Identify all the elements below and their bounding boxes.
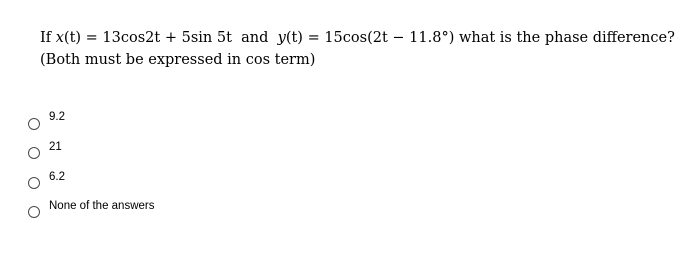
radio-button[interactable]	[28, 206, 40, 218]
radio-button[interactable]	[28, 177, 40, 189]
answer-option[interactable]	[28, 110, 328, 140]
and-word: and	[231, 30, 278, 46]
radio-button[interactable]	[28, 118, 40, 130]
x-variable: x	[55, 30, 64, 46]
x-expression: = 13cos2t + 5sin 5t	[81, 30, 232, 46]
answer-label: None of the answers	[49, 200, 155, 212]
answer-option[interactable]	[28, 170, 328, 200]
question-line-1	[40, 27, 675, 49]
answer-option[interactable]	[28, 199, 328, 229]
question-line-2: (Both must be expressed in cos term)	[40, 52, 316, 68]
y-argument: (t)	[285, 30, 303, 46]
y-variable: y	[277, 30, 286, 46]
question-prefix: If	[40, 30, 56, 46]
y-expression: = 15cos(2t − 11.8°) what is the phase difference?	[302, 30, 675, 46]
answer-option[interactable]	[28, 140, 328, 170]
radio-button[interactable]	[28, 147, 40, 159]
answer-label: 6.2	[49, 171, 65, 183]
question-text	[40, 27, 675, 71]
answer-label: 21	[49, 141, 62, 153]
x-argument: (t)	[63, 30, 82, 46]
answer-label: 9.2	[49, 111, 65, 123]
